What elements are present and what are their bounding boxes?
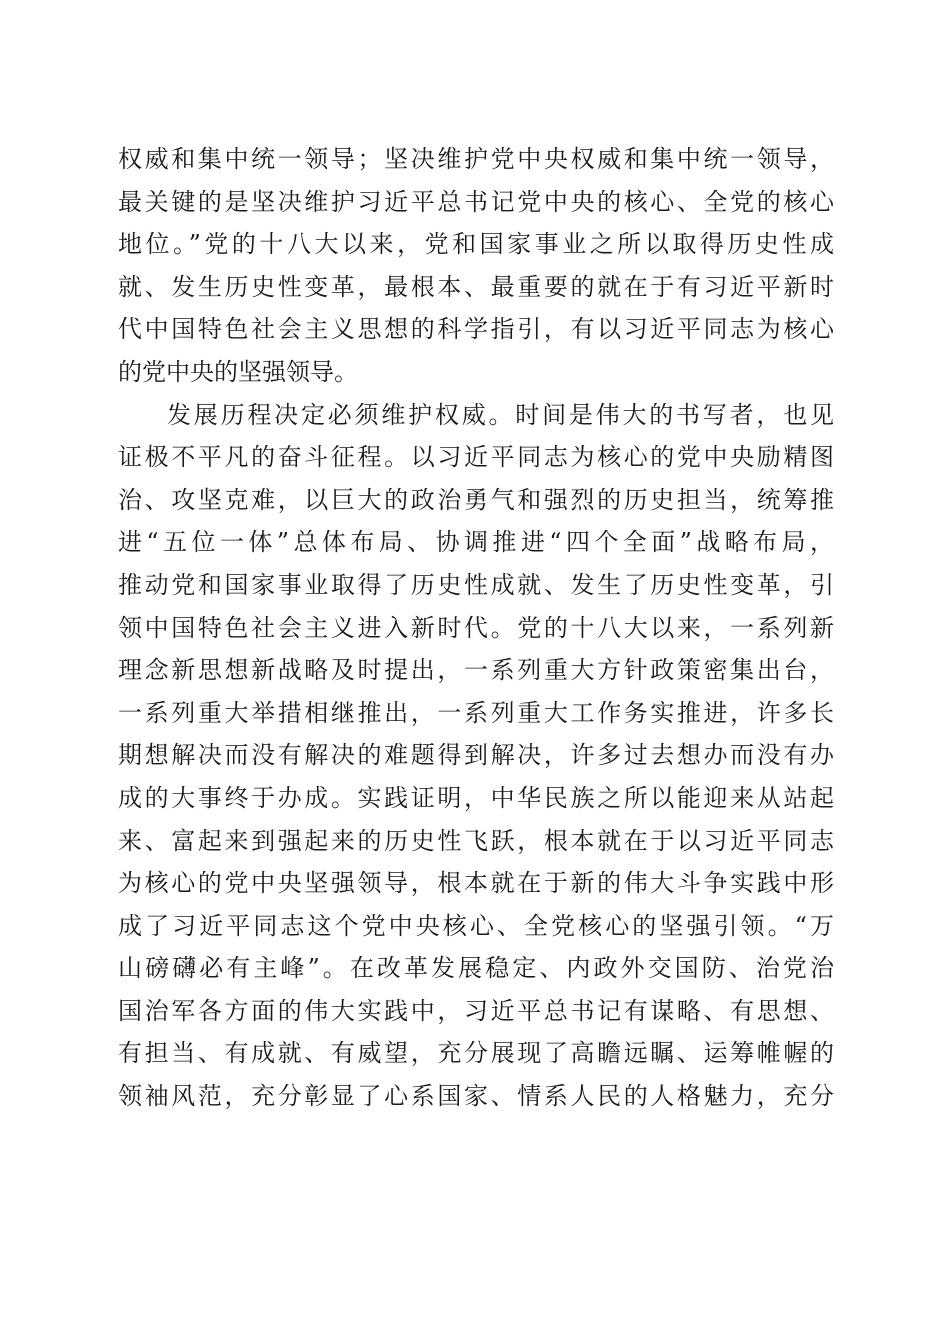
text-line: 领中国特色社会主义进入新时代。党的十八大以来，一系列新 [118, 613, 834, 642]
text-line: 进“五位一体”总体布局、协调推进“四个全面”战略布局， [118, 528, 834, 557]
text-line: 国治军各方面的伟大实践中，习近平总书记有谋略、有思想、 [118, 996, 834, 1025]
body-text [118, 138, 834, 1118]
text-line: 权威和集中统一领导；坚决维护党中央权威和集中统一领导， [118, 145, 834, 173]
text-line: 来、富起来到强起来的历史性飞跃，根本就在于以习近平同志 [118, 826, 834, 855]
text-line: 的党中央的坚强领导。 [118, 357, 358, 386]
text-line: 领袖风范，充分彰显了心系国家、情系人民的人格魅力，充分 [118, 1082, 834, 1111]
text-line: 代中国特色社会主义思想的科学指引，有以习近平同志为核心 [118, 315, 834, 344]
paragraph-2 [118, 394, 834, 1118]
text-line: 证极不平凡的奋斗征程。以习近平同志为核心的党中央励精图 [118, 443, 834, 472]
text-line: 成的大事终于办成。实践证明，中华民族之所以能迎来从站起 [118, 783, 834, 812]
text-line: 发展历程决定必须维护权威。时间是伟大的书写者，也见 [167, 400, 834, 429]
text-line: 推动党和国家事业取得了历史性成就、发生了历史性变革，引 [118, 570, 834, 599]
text-line: 理念新思想新战略及时提出，一系列重大方针政策密集出台， [118, 656, 834, 685]
text-line: 最关键的是坚决维护习近平总书记党中央的核心、全党的核心 [118, 187, 834, 216]
text-line: 为核心的党中央坚强领导，根本就在于新的伟大斗争实践中形 [118, 869, 834, 898]
text-line: 治、攻坚克难，以巨大的政治勇气和强烈的历史担当，统筹推 [118, 485, 834, 514]
text-line: 一系列重大举措相继推出，一系列重大工作务实推进，许多长 [118, 698, 834, 727]
text-line: 就、发生历史性变革，最根本、最重要的就在于有习近平新时 [118, 272, 834, 301]
text-line: 成了习近平同志这个党中央核心、全党核心的坚强引领。“万 [118, 911, 834, 940]
text-line: 地位。”党的十八大以来，党和国家事业之所以取得历史性成 [118, 230, 834, 259]
text-line: 期想解决而没有解决的难题得到解决，许多过去想办而没有办 [118, 741, 834, 770]
text-line: 有担当、有成就、有威望，充分展现了高瞻远瞩、运筹帷幄的 [118, 1039, 834, 1068]
text-line: 山磅礴必有主峰”。在改革发展稳定、内政外交国防、治党治 [118, 954, 834, 983]
paragraph-1 [118, 138, 834, 394]
